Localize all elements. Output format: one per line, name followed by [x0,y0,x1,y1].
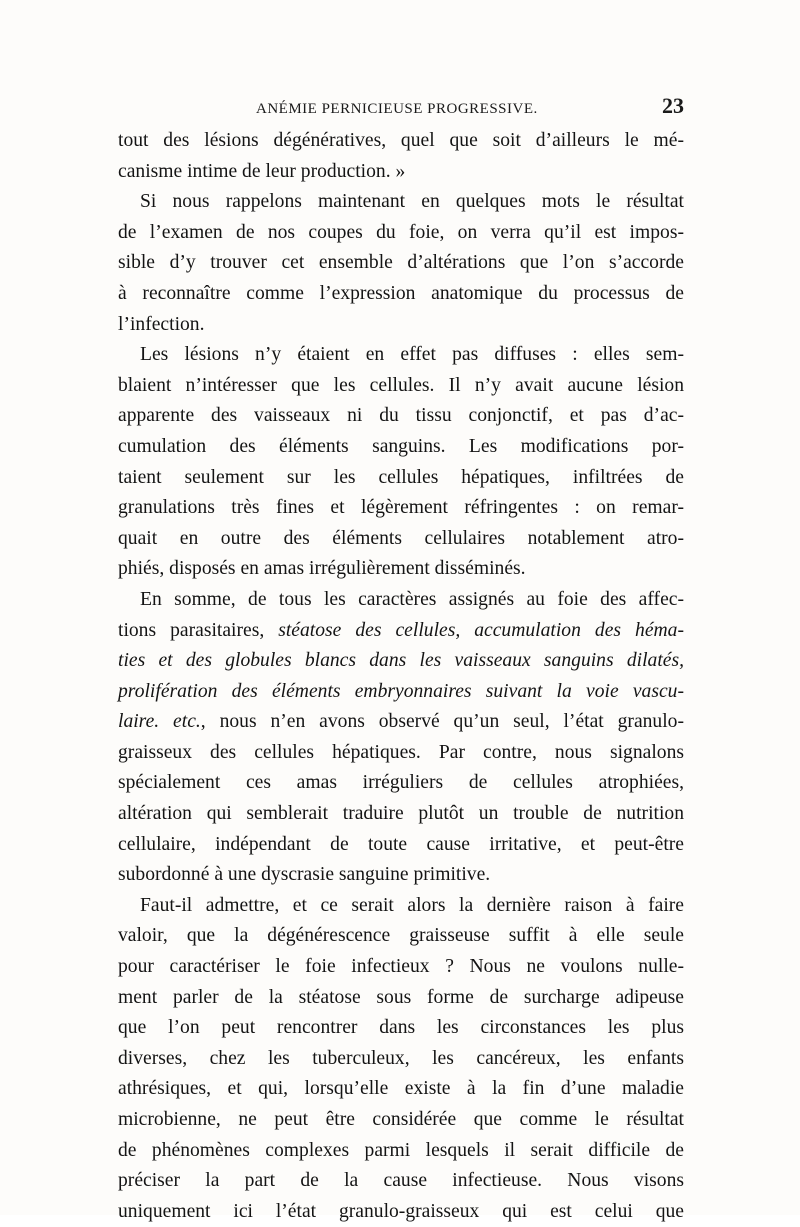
paragraph [118,891,684,1227]
text-line [118,860,684,891]
text-run: En somme, de tous les caractères assignés au foie des affec- [140,588,684,610]
text-line [118,1136,684,1167]
text-line [118,983,684,1014]
text-line [118,493,684,524]
text-line [118,401,684,432]
text-run: altération qui semblerait traduire plutôt un trouble de nutrition [118,803,684,825]
text-run: valoir, que la dégénérescence graisseuse suffit à elle seule [118,925,684,947]
text-line [118,1074,684,1105]
text-run: tions parasitaires, [118,619,279,641]
text-line [118,799,684,830]
text-line [118,1044,684,1075]
text-line [118,677,684,708]
text-run: graisseux des cellules hépatiques. Par contre, nous signalons [118,741,684,763]
text-line [118,524,684,555]
text-run: pour caractériser le foie infectieux ? Nous ne voulons nulle- [118,956,684,978]
text-run: cellulaire, indépendant de toute cause irritative, et peut-être [118,833,684,855]
text-line [118,310,684,341]
italic-text: prolifération des éléments embryonnaires suivant la voie vascu- [118,680,684,702]
paragraph [118,585,684,891]
paragraph [118,340,684,585]
text-run: Si nous rappelons maintenant en quelques mots le résultat [140,191,684,213]
text-run: ment parler de la stéatose sous forme de surcharge adipeuse [118,986,684,1008]
text-run: , nous n’en avons observé qu’un seul, l’état granulo- [200,711,684,733]
text-line [118,707,684,738]
paragraph [118,187,684,340]
text-line [118,340,684,371]
text-run: apparente des vaisseaux ni du tissu conjonctif, et pas d’ac- [118,405,684,427]
text-run: de l’examen de nos coupes du foie, on verra qu’il est impos- [118,221,684,243]
paragraph [118,126,684,187]
text-run: blaient n’intéresser que les cellules. Il n’y avait aucune lésion [118,374,684,396]
text-run: Faut-il admettre, et ce serait alors la dernière raison à faire [140,894,684,916]
italic-text: stéatose des cellules, accumulation des héma- [278,619,684,641]
italic-text: ties et des globules blancs dans les vaisseaux sanguins dilatés, [118,650,684,672]
text-line [118,371,684,402]
text-line [118,921,684,952]
text-run: tout des lésions dégénératives, quel que soit d’ailleurs le mé- [118,130,684,151]
text-line [118,432,684,463]
text-run: athrésiques, et qui, lorsqu’elle existe à la fin d’une maladie [118,1078,684,1100]
text-run: microbienne, ne peut être considérée que comme le résultat [118,1109,684,1130]
text-run: sible d’y trouver cet ensemble d’altérations que l’on s’accorde [118,252,684,274]
text-line [118,126,684,157]
text-line [118,952,684,983]
page-number: 23 [662,93,684,118]
text-run: uniquement ici l’état granulo-graisseux qui est celui que [118,1200,684,1222]
text-run: quait en outre des éléments cellulaires notablement atro- [118,527,684,549]
text-run: Les lésions n’y étaient en effet pas diffuses : elles sem- [140,344,684,366]
text-line [118,1013,684,1044]
text-run: subordonné à une dyscrasie sanguine primitive. [118,864,491,886]
body-text [118,126,684,1227]
text-run: spécialement ces amas irréguliers de cellules atrophiées, [118,772,684,794]
text-line [118,248,684,279]
text-run: préciser la part de la cause infectieuse. Nous visons [118,1170,684,1192]
text-line [118,585,684,616]
text-run: l’infection. [118,313,205,335]
text-run: phiés, disposés en amas irrégulièrement disséminés. [118,558,526,580]
text-line [118,1166,684,1197]
text-line [118,830,684,861]
text-run: que l’on peut rencontrer dans les circonstances les plus [118,1017,684,1039]
text-run: cumulation des éléments sanguins. Les modifications por- [118,435,684,457]
text-line [118,738,684,769]
text-line [118,554,684,585]
text-line [118,279,684,310]
text-line [118,463,684,494]
text-run: à reconnaître comme l’expression anatomique du processus de [118,282,684,304]
text-line [118,157,684,188]
page-header [118,93,684,123]
text-line [118,891,684,922]
text-run: taient seulement sur les cellules hépatiques, infiltrées de [118,466,684,488]
text-run: diverses, chez les tuberculeux, les cancéreux, les enfants [118,1047,684,1069]
text-line [118,218,684,249]
text-line [118,1197,684,1227]
text-line [118,768,684,799]
italic-text: laire. etc. [118,711,201,733]
text-line [118,187,684,218]
text-run: canisme intime de leur production. » [118,160,406,182]
running-title: ANÉMIE PERNICIEUSE PROGRESSIVE. [256,101,538,117]
text-line [118,646,684,677]
text-line [118,1105,684,1136]
text-run: de phénomènes complexes parmi lesquels il serait difficile de [118,1139,684,1161]
text-run: granulations très fines et légèrement réfringentes : on remar- [118,497,684,519]
text-line [118,616,684,647]
